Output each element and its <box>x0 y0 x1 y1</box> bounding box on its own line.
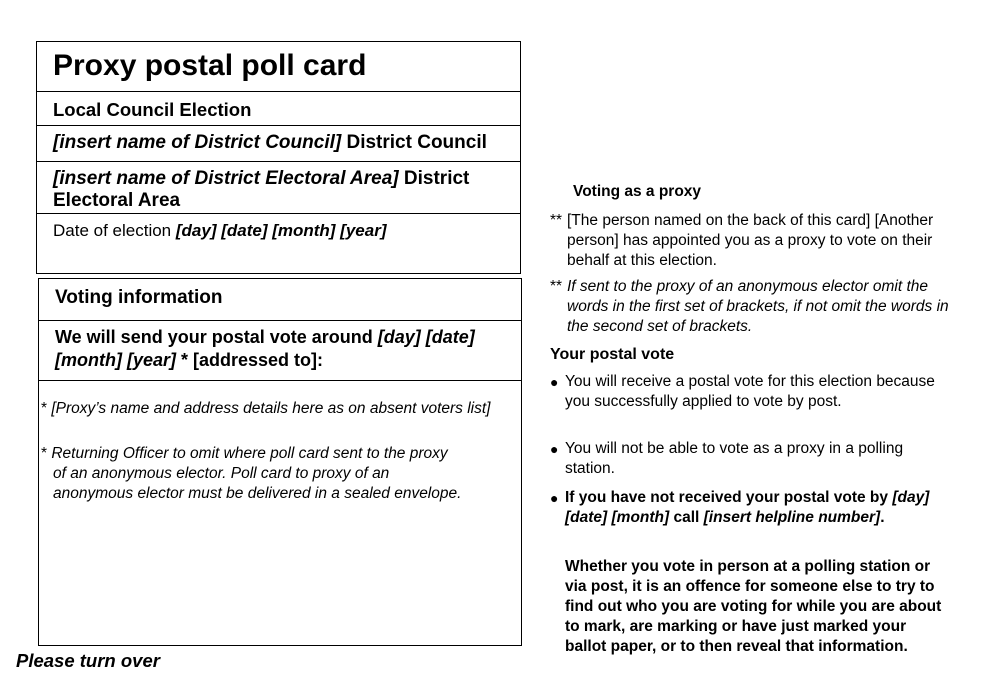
please-turn-over: Please turn over <box>16 650 160 671</box>
note2-text: If sent to the proxy of an anonymous elector omit the words in the first set of brackets, if not omit the words in the second set of brackets. <box>567 278 949 335</box>
bullet3-text <box>550 488 950 528</box>
council-suffix: District Council <box>341 132 487 153</box>
bullet2-text: You will not be able to vote as a proxy in a polling station. <box>565 440 904 477</box>
card-title: Proxy postal poll card <box>53 49 367 82</box>
election-date <box>53 221 386 241</box>
send-date-row <box>39 321 521 381</box>
bullet3-helpline: [insert helpline number] <box>703 509 881 526</box>
card-header-box <box>36 41 521 274</box>
date-label: Date of election <box>53 221 176 240</box>
postal-vote-heading: Your postal vote <box>550 346 675 363</box>
postal-vote-bullet-1 <box>550 372 950 412</box>
send-prefix: We will send your postal vote around <box>55 327 378 347</box>
bullet3-date: [day] [date] [month] <box>565 489 930 526</box>
voting-information-box <box>38 278 522 646</box>
proxy-note-text: [Proxy’s name and address details here as on absent voters list] <box>51 400 491 417</box>
election-date-row <box>37 214 520 273</box>
postal-vote-bullet-2 <box>550 439 950 479</box>
electoral-area-name <box>53 168 508 212</box>
area-placeholder: [insert name of District Electoral Area] <box>53 168 399 189</box>
voting-info-heading-row <box>39 279 521 321</box>
address-notes-area <box>39 381 521 645</box>
ro-note-line2: of an anonymous elector. Poll card to proxy of an <box>53 465 390 482</box>
proxy-note-star: * <box>41 400 52 417</box>
proxy-appointment-note <box>550 211 950 271</box>
proxy-address-note <box>41 400 490 418</box>
bullet-dot: ● <box>550 490 559 506</box>
bullet-dot: ● <box>550 374 559 390</box>
note1-text: [The person named on the back of this card] [Another person] has appointed you as a proxy to vote on their behalf at this election. <box>567 212 934 269</box>
voting-info-heading: Voting information <box>55 287 223 308</box>
returning-officer-note <box>41 444 511 504</box>
bullet3-end: . <box>880 509 885 526</box>
council-placeholder: [insert name of District Council] <box>53 132 342 153</box>
send-date: [day] [date] [month] [year] <box>55 327 475 370</box>
note1-mark: ** <box>550 212 563 229</box>
bullet3-prefix: If you have not received your postal vote by <box>565 489 893 506</box>
date-placeholder: [day] [date] [month] [year] <box>175 221 387 240</box>
note2-mark: ** <box>550 278 563 295</box>
area-suffix: District Electoral Area <box>53 168 470 211</box>
election-type-row <box>37 92 520 126</box>
bullet-dot: ● <box>550 441 559 457</box>
voting-as-proxy-heading: Voting as a proxy <box>573 183 702 200</box>
bullet1-text: You will receive a postal vote for this election because you successfully applied to vote by post. <box>565 373 935 410</box>
ro-note-star: * <box>41 445 52 462</box>
bullet3-mid: call <box>669 509 704 526</box>
offence-warning: Whether you vote in person at a polling station or via post, it is an offence for someone else to try to find out who you are voting for while you are about to mark, are marking or have just marked your ballot paper, or to then reveal that information. <box>565 558 942 655</box>
title-row <box>37 42 520 92</box>
ro-note-line1: Returning Officer to omit where poll card sent to the proxy <box>51 445 448 462</box>
council-row <box>37 126 520 162</box>
postal-vote-bullet-3 <box>550 488 950 528</box>
council-name <box>53 132 487 154</box>
ro-note-line3: anonymous elector must be delivered in a sealed envelope. <box>53 485 462 502</box>
election-type: Local Council Election <box>53 99 252 120</box>
send-date-text <box>55 326 510 372</box>
anonymous-elector-note <box>550 277 950 337</box>
electoral-area-row <box>37 162 520 214</box>
send-suffix: * [addressed to]: <box>176 350 324 370</box>
